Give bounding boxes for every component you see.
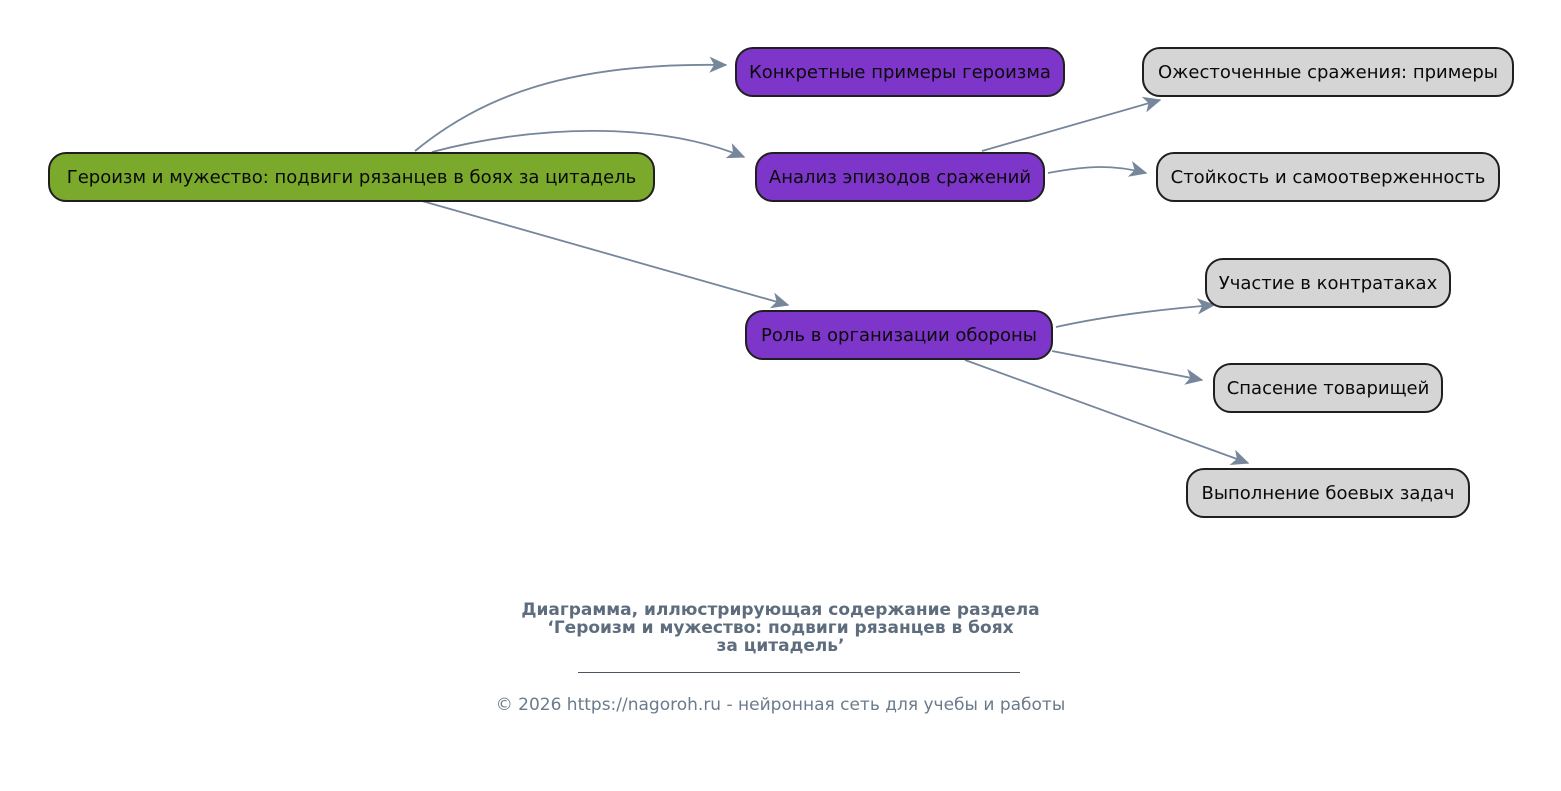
node-fierce-battles: Ожесточенные сражения: примеры: [1142, 47, 1514, 97]
node-defense-role: Роль в организации обороны: [745, 310, 1053, 360]
caption-line-3: за цитадель’: [716, 636, 845, 656]
diagram-caption: [0, 601, 1561, 655]
node-rescue-comrades: Спасение товарищей: [1213, 363, 1443, 413]
node-combat-tasks: Выполнение боевых задач: [1186, 468, 1470, 518]
caption-divider: [578, 672, 1020, 673]
caption-line-2: ‘Героизм и мужество: подвиги рязанцев в боях: [547, 618, 1014, 638]
edge-defense-role-to-rescue-comrades: [1052, 351, 1202, 380]
edge-defense-role-to-combat-tasks: [965, 360, 1248, 463]
edge-root-to-defense-role: [422, 201, 788, 305]
edge-defense-role-to-counterattacks: [1056, 305, 1214, 327]
copyright-footer: © 2026 https://nagoroh.ru - нейронная сеть для учебы и работы: [495, 695, 1066, 715]
node-episode-analysis: Анализ эпизодов сражений: [755, 152, 1045, 202]
edge-episode-analysis-to-fierce-battles: [982, 100, 1160, 151]
node-concrete-examples: Конкретные примеры героизма: [735, 47, 1065, 97]
caption-line-1: Диаграмма, иллюстрирующая содержание раздела: [521, 600, 1040, 620]
node-counterattacks: Участие в контратаках: [1205, 258, 1451, 308]
edge-episode-analysis-to-steadfastness: [1048, 167, 1146, 173]
node-steadfastness: Стойкость и самоотверженность: [1156, 152, 1500, 202]
node-root: Героизм и мужество: подвиги рязанцев в боях за цитадель: [48, 152, 655, 202]
edge-root-to-concrete-examples: [415, 65, 726, 151]
